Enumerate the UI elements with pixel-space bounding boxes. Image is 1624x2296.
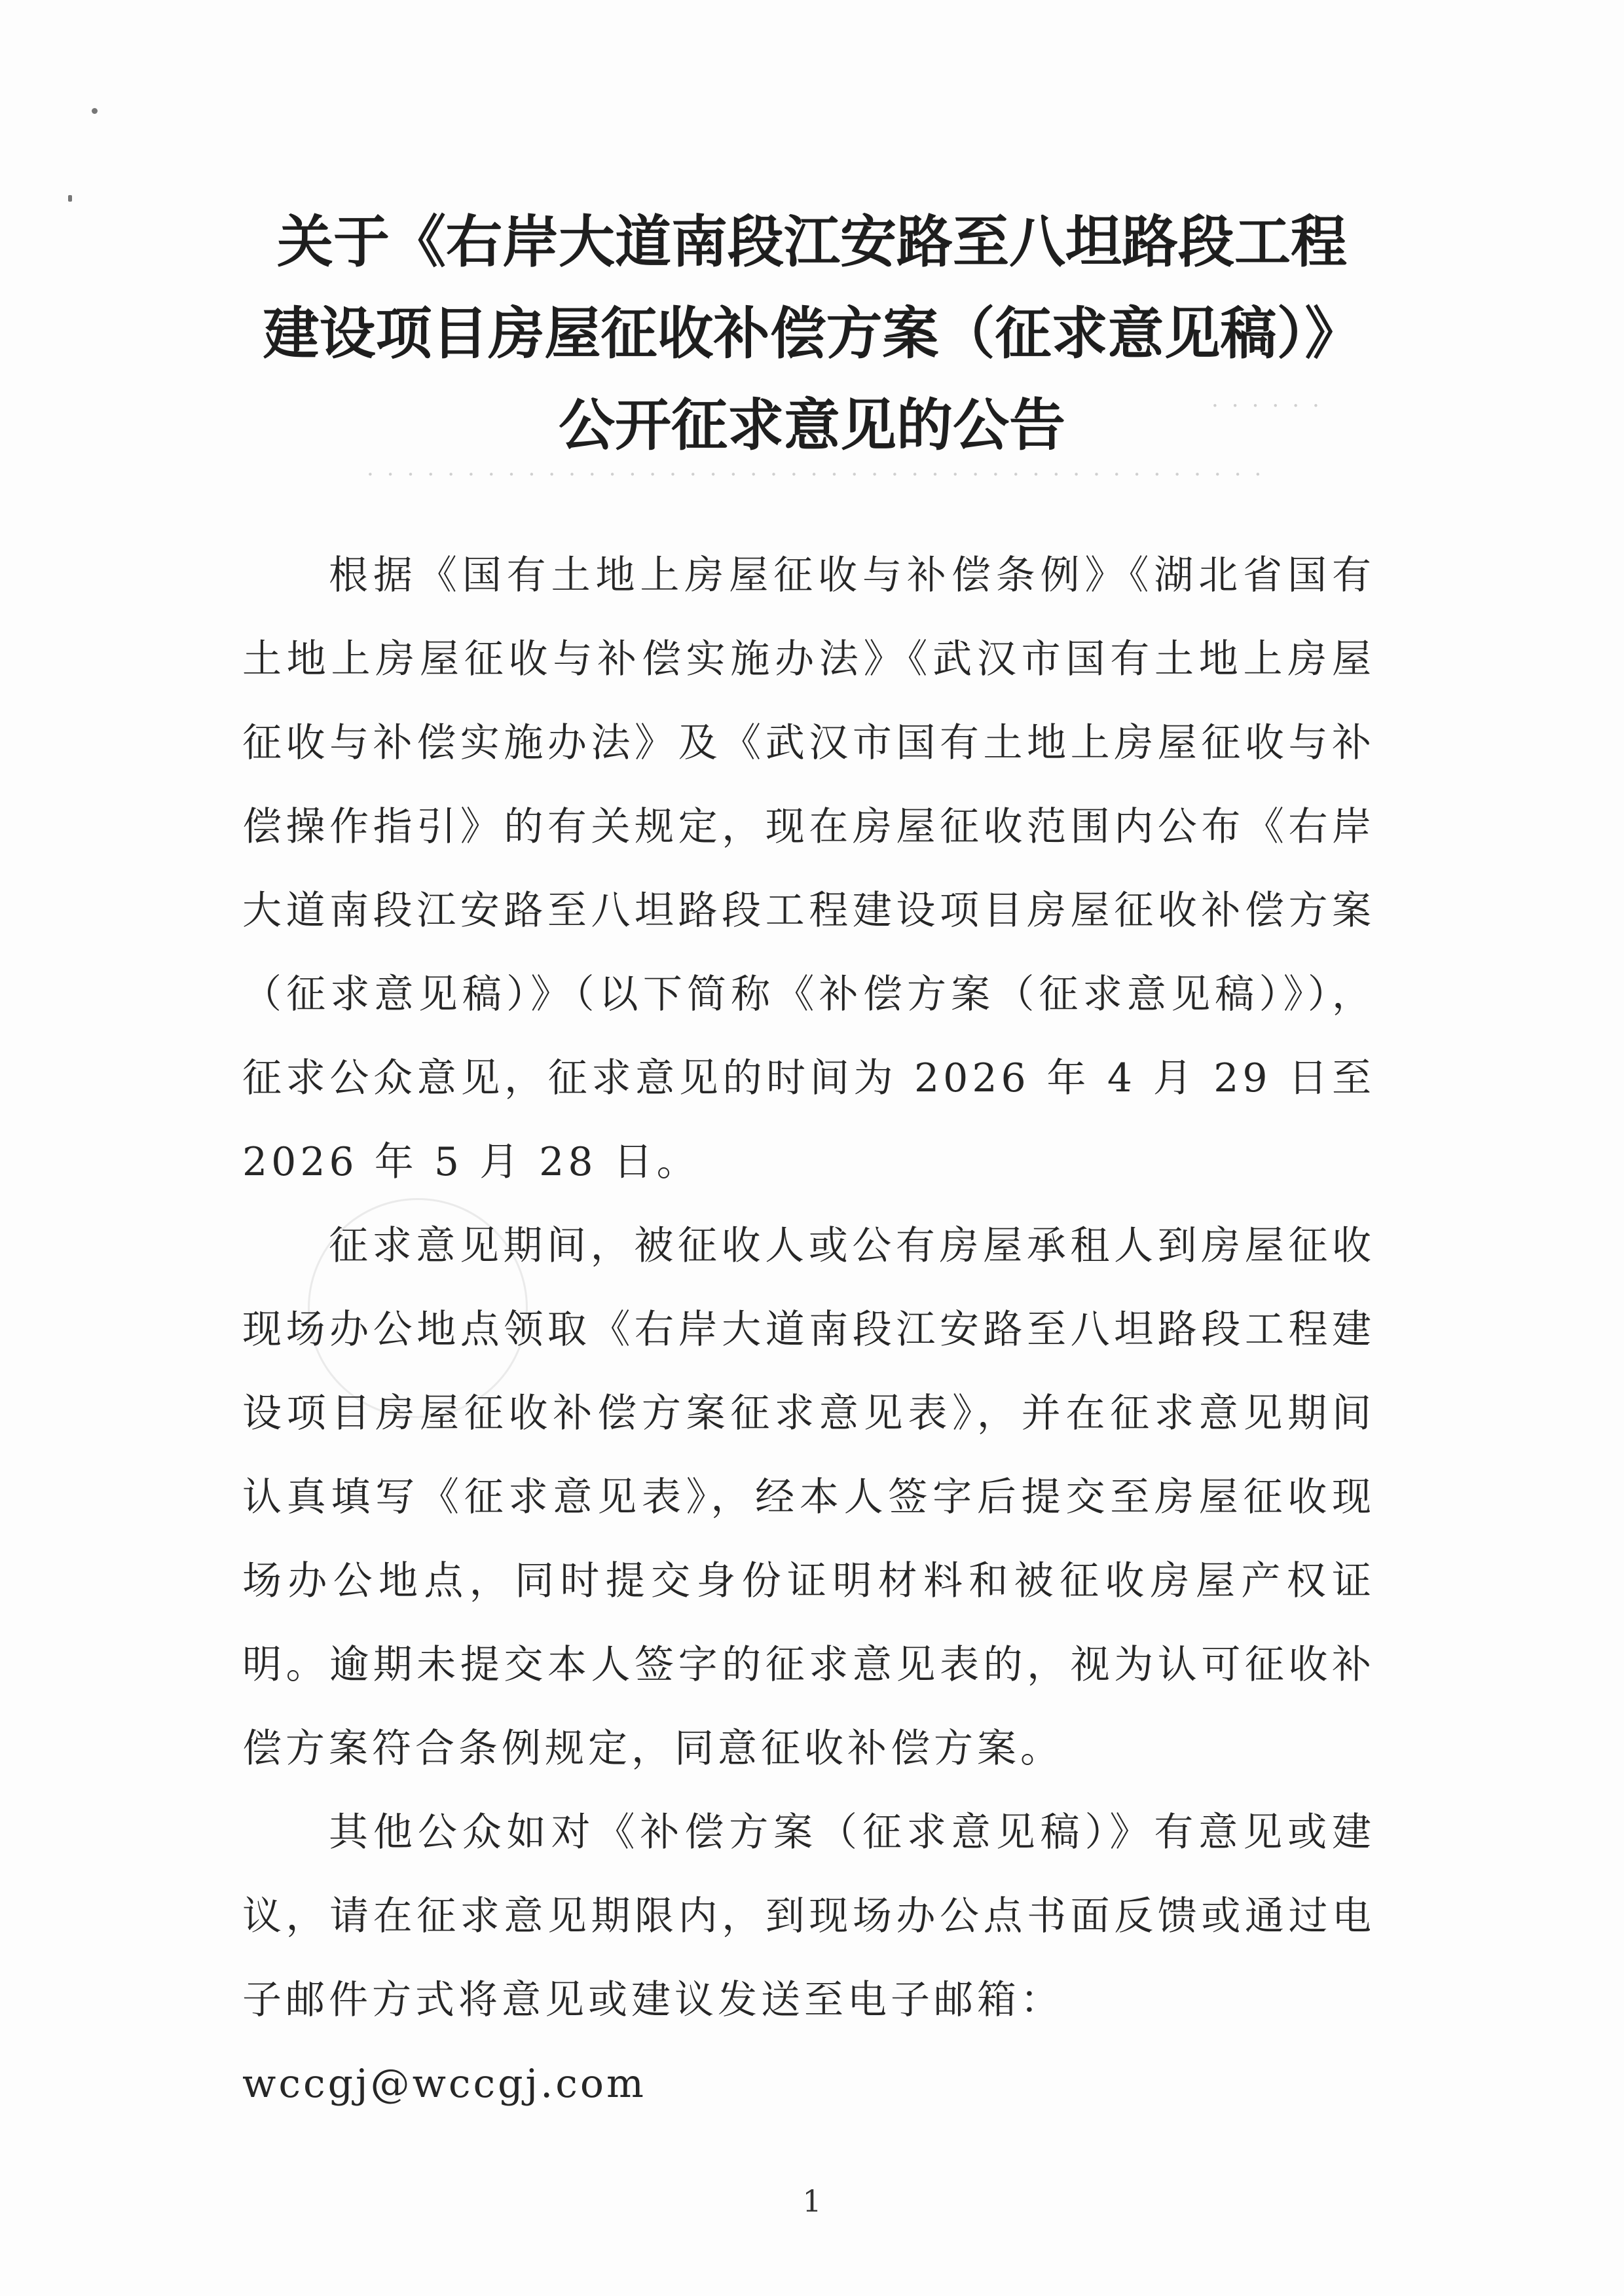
body-paragraph: 征求意见期间，被征收人或公有房屋承租人到房屋征收现场办公地点领取《右岸大道南段江安路至八坦路段工程建设项目房屋征收补偿方案征求意见表》，并在征求意见期间认真填写《征求意见表》，经本人签字后提交至房屋征收现场办公地点，同时提交身份证明材料和被征收房屋产权证明。逾期未提交本人签字的征求意见表的，视为认可征收补偿方案符合条例规定，同意征收补偿方案。 bbox=[242, 1223, 1375, 1772]
scan-speck bbox=[68, 195, 72, 202]
bleed-through-text: ······ bbox=[1211, 393, 1333, 419]
bleed-through-text: ············································· bbox=[367, 462, 1275, 488]
body-paragraph: 根据《国有土地上房屋征收与补偿条例》《湖北省国有土地上房屋征收与补偿实施办法》《武汉市国有土地上房屋征收与补偿实施办法》及《武汉市国有土地上房屋征收与补偿操作指引》的有关规定，现在房屋征收范围内公布《右岸大道南段江安路至八坦路段工程建设项目房屋征收补偿方案（征求意见稿）》（以下简称《补偿方案（征求意见稿）》），征求公众意见，征求意见的时间为 2026 年 4 月 29 日至 2026 年 5 月 28 日。 bbox=[242, 553, 1375, 1185]
document-body bbox=[242, 534, 1375, 2126]
title-line: 关于《右岸大道南段江安路至八坦路段工程 bbox=[277, 210, 1347, 275]
body-paragraph: 其他公众如对《补偿方案（征求意见稿）》有意见或建议，请在征求意见期限内，到现场办公点书面反馈或通过电子邮件方式将意见或建议发送至电子邮箱： bbox=[242, 1810, 1375, 2023]
page-number: 1 bbox=[802, 2183, 822, 2219]
title-line: 建设项目房屋征收补偿方案（征求意见稿）》 bbox=[263, 301, 1361, 367]
title-line: 公开征求意见的公告 bbox=[559, 393, 1065, 458]
contact-email[interactable]: wccgj@wccgj.com bbox=[242, 2061, 646, 2107]
document-title bbox=[242, 196, 1382, 471]
scan-speck bbox=[92, 108, 98, 114]
